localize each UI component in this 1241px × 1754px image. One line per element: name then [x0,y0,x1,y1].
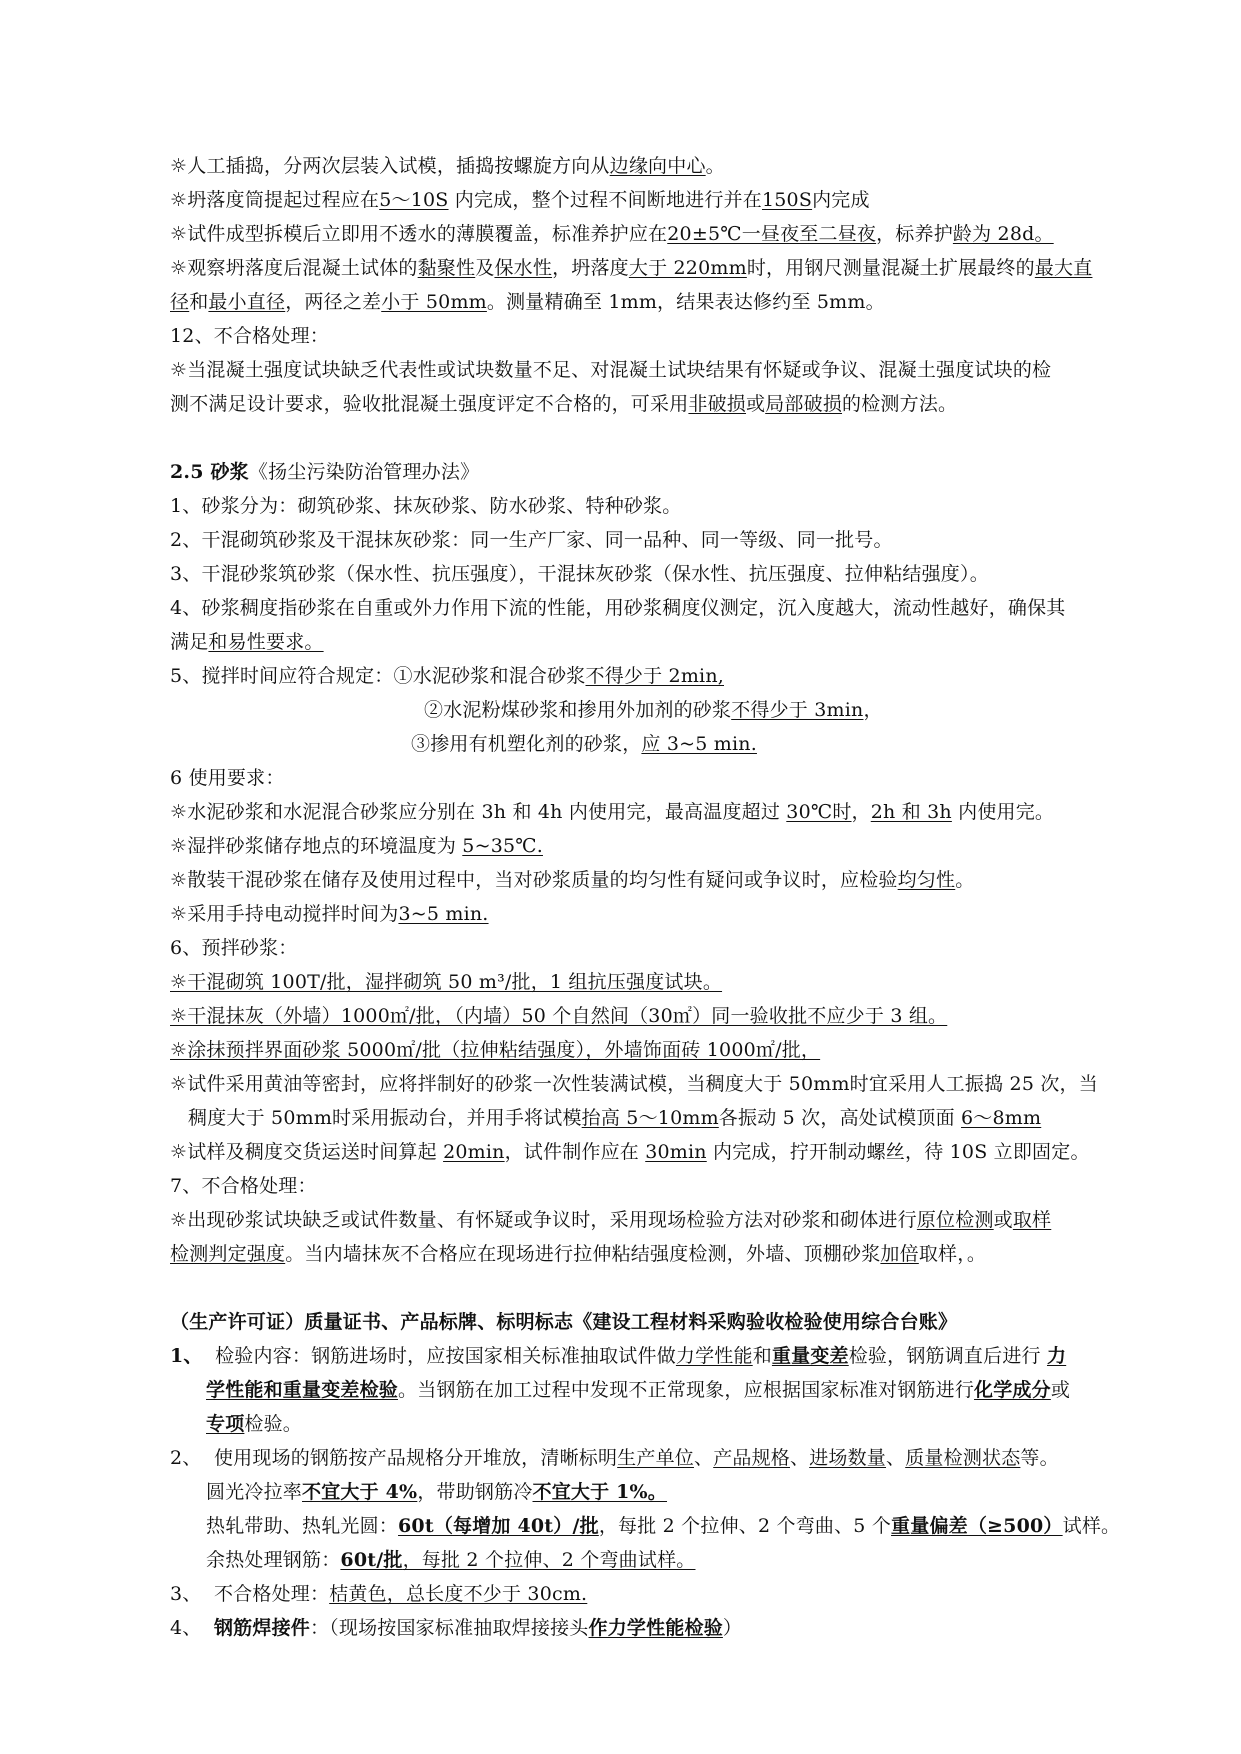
text-segment: 化学成分 [974,1379,1051,1401]
line-9 [170,460,479,484]
text-segment: ） [722,1617,743,1639]
text-segment: 力 [1046,1345,1067,1367]
text-segment: 的检测方法。 [842,393,958,415]
text-segment: 进场数量 [809,1447,887,1469]
text-segment: 3、 不合格处理： [170,1583,330,1605]
text-segment: 30℃时 [786,801,852,823]
text-segment: 2.5 砂浆 [170,461,249,483]
text-segment: 3、干混砂浆筑砂浆（保水性、抗压强度），干混抹灰砂浆（保水性、抗压强度、拉伸粘结强度）。 [170,563,989,585]
line-37 [170,1446,1059,1470]
line-4 [170,256,1092,280]
text-segment: ，每批 2 个拉伸、2 个弯曲试样。 [402,1549,696,1571]
text-segment: ☼水泥砂浆和水泥混合砂浆应分别在 3h 和 4h 内使用完，最高温度超过 [170,801,787,823]
line-14 [170,630,324,654]
text-segment: 余热处理钢筋： [206,1549,341,1571]
line-21 [170,868,974,892]
text-segment: 《扬尘污染防治管理办法》 [248,461,480,483]
text-segment: 6～8mm [961,1107,1042,1129]
text-segment: 20±5℃一昼夜至二昼夜 [667,223,877,245]
line-8 [170,392,957,416]
text-segment: （生产许可证）质量证书、产品标牌、标明标志《建设工程材料采购验收检验使用综合台账》 [170,1311,958,1333]
text-segment: 不得少于 2min, [585,665,724,687]
text-segment: ：（现场按国家标准抽取焊接接头 [309,1617,589,1639]
text-segment: 检验，钢筋调直后进行 [848,1345,1047,1367]
text-segment: ☼试样及稠度交货运送时间算起 [170,1141,444,1163]
text-segment: 产品规格 [713,1447,790,1469]
text-segment: 取样，。 [918,1243,987,1265]
text-segment: 2、干混砌筑砂浆及干混抹灰砂浆：同一生产厂家、同一品种、同一等级、同一批号。 [170,529,893,551]
line-28 [188,1106,1041,1130]
text-segment: 大于 220mm [628,257,747,279]
line-35 [206,1378,1070,1402]
text-segment: ③掺用有机塑化剂的砂浆， [411,733,642,755]
text-segment: 不宜大于 1%。 [532,1481,668,1503]
text-segment: ，坍落度 [552,257,629,279]
text-segment: ☼人工插捣，分两次层装入试模，插捣按螺旋方向从 [170,155,610,177]
text-segment: 重量偏差（≥500） [891,1515,1063,1537]
line-42 [170,1616,742,1640]
text-segment: ☼湿拌砂浆储存地点的环境温度为 [170,835,463,857]
text-segment: 、 [790,1447,810,1469]
line-12 [170,562,989,586]
line-31 [170,1208,1051,1232]
text-segment: 6、预拌砂浆： [170,937,298,959]
text-segment: 5～10S [379,189,449,211]
text-segment: 或 [993,1209,1013,1231]
text-segment: 。测量精确至 1mm，结果表达修约至 5mm。 [486,291,885,313]
text-segment: 60t（每增加 40t）/批 [398,1515,599,1537]
text-segment: 各振动 5 次，高处试模顶面 [718,1107,962,1129]
text-segment: ，标养护 [876,223,953,245]
text-segment: ☼试件成型拆模后立即用不透水的薄膜覆盖，标准养护应在 [170,223,668,245]
text-segment: 测不满足设计要求，验收批混凝土强度评定不合格的，可采用 [170,393,689,415]
text-segment: 加倍 [880,1243,919,1265]
text-segment: 内完成，整个过程不间断地进行并在 [448,189,762,211]
text-segment: 稠度大于 50mm时采用振动台，并用手将试模 [188,1107,582,1129]
text-segment: 力学性能 [675,1345,753,1367]
line-41 [170,1582,587,1606]
line-25 [170,1004,947,1028]
text-segment: 。当钢筋在加工过程中发现不正常现象，应根据国家标准对钢筋进行 [398,1379,975,1401]
text-segment: 专项 [206,1413,245,1435]
text-segment: ，试件制作应在 [504,1141,646,1163]
line-39 [206,1514,1120,1538]
line-26 [170,1038,820,1062]
text-segment: 60t/批 [340,1549,403,1571]
text-segment: 150S [761,189,813,211]
text-segment: ②水泥粉煤砂浆和掺用外加剂的砂浆 [424,699,732,721]
text-segment: 非破损 [688,393,747,415]
text-segment: 不宜大于 4% [302,1481,418,1503]
text-segment: 圆光冷拉率 [206,1481,303,1503]
text-segment: 或 [746,393,766,415]
text-segment: 和易性要求。 [208,631,324,653]
text-segment: 及 [475,257,495,279]
text-segment: 作力学性能检验 [588,1617,723,1639]
line-22 [170,902,489,926]
text-segment: 。当内墙抹灰不合格应在现场进行拉伸粘结强度检测，外墙、顶棚砂浆 [285,1243,881,1265]
line-16 [424,698,883,722]
text-segment: 均匀性 [897,869,956,891]
text-segment: 检测判定强度 [170,1243,286,1265]
text-segment: 2h 和 3h [870,801,952,823]
text-segment: ☼坍落度筒提起过程应在 [170,189,380,211]
text-segment: 4、 [170,1617,214,1639]
text-segment: 3~5 min. [398,903,489,925]
text-segment: 原位检测 [916,1209,994,1231]
text-segment: ☼出现砂浆试块缺乏或试件数量、有怀疑或争议时，采用现场检验方法对砂浆和砌体进行 [170,1209,917,1231]
line-6 [170,324,329,348]
line-23 [170,936,298,960]
text-segment: ，每批 2 个拉伸、2 个弯曲、5 个 [598,1515,892,1537]
text-segment: 保水性 [494,257,553,279]
text-segment: ☼干混砌筑 100T/批，湿拌砌筑 50 m³/批，1 组抗压强度试块。 [170,971,723,993]
line-38 [206,1480,667,1504]
text-segment: 试样。 [1062,1515,1121,1537]
line-3 [170,222,1054,246]
line-34 [170,1344,1066,1368]
text-segment: 满足 [170,631,209,653]
line-2 [170,188,870,212]
text-segment: ， [863,699,883,721]
line-10 [170,494,682,518]
text-segment: 内完成 [812,189,870,211]
text-segment: 2、 使用现场的钢筋按产品规格分开堆放，清晰标明 [170,1447,618,1469]
line-1 [170,154,725,178]
text-segment: 20min [443,1141,505,1163]
text-segment: 内完成，拧开制动螺丝，待 10S 立即固定。 [706,1141,1090,1163]
text-segment: 5、搅拌时间应符合规定：①水泥砂浆和混合砂浆 [170,665,586,687]
text-segment: 局部破损 [765,393,843,415]
text-segment: ☼当混凝土强度试块缺乏代表性或试块数量不足、对混凝土试块结果有怀疑或争议、混凝土强度试块的检 [170,359,1052,381]
text-segment: 桔黄色，总长度不少于 30cm. [329,1583,588,1605]
text-segment: 生产单位 [617,1447,694,1469]
line-29 [170,1140,1090,1164]
text-segment: 1、 [170,1345,203,1367]
text-segment: ☼试件采用黄油等密封，应将拌制好的砂浆一次性装满试模，当稠度大于 50mm时宜采用人工振捣 25 次，当 [170,1073,1098,1095]
text-segment: 重量变差 [771,1345,849,1367]
text-segment: 检验内容：钢筋进场时，应按国家相关标准抽取试件做 [202,1345,676,1367]
text-segment: 不得少于 3min [731,699,864,721]
text-segment: ☼散装干混砂浆在储存及使用过程中，当对砂浆质量的均匀性有疑问或争议时，应检验 [170,869,898,891]
text-segment: 12、不合格处理： [170,325,329,347]
line-30 [170,1174,317,1198]
line-40 [206,1548,695,1572]
line-18 [170,766,285,790]
text-segment: 小于 50mm [381,291,487,313]
line-20 [170,834,543,858]
text-segment: 内使用完。 [951,801,1055,823]
text-segment: 30min [645,1141,707,1163]
text-segment: ☼干混抹灰（外墙）1000㎡/批，（内墙）50 个自然间（30㎡）同一验收批不应少于 3 组。 [170,1005,948,1027]
text-segment: 径 [170,291,190,313]
text-segment: 抬高 5～10mm [581,1107,719,1129]
text-segment: ，两径之差 [285,291,382,313]
line-13 [170,596,1066,620]
text-segment: 。 [955,869,975,891]
text-segment: 学性能和重量变差检验 [206,1379,399,1401]
line-15 [170,664,724,688]
text-segment: 和 [189,291,209,313]
text-segment: 最小直径 [208,291,286,313]
text-segment: 边缘向中心 [609,155,706,177]
text-segment: 6 使用要求： [170,767,285,789]
text-segment: ☼观察坍落度后混凝土试体的 [170,257,418,279]
line-33 [170,1310,957,1334]
line-24 [170,970,722,994]
text-segment: 或 [1050,1379,1071,1401]
text-segment: 4、砂浆稠度指砂浆在自重或外力作用下流的性能，用砂浆稠度仪测定，沉入度越大，流动性越好，确保其 [170,597,1066,619]
line-32 [170,1242,986,1266]
text-segment: 时，用钢尺测量混凝土扩展最终的 [746,257,1035,279]
text-segment: 龄为 28d。 [952,223,1054,245]
text-segment: 检验。 [244,1413,303,1435]
text-segment: 、 [693,1447,714,1469]
text-segment: 5~35℃. [462,835,543,857]
text-segment: 7、不合格处理： [170,1175,317,1197]
text-segment: 质量检测状态 [905,1447,1021,1469]
text-segment: 钢筋焊接件 [213,1617,310,1639]
text-segment: 应 3~5 min. [641,733,757,755]
text-segment: 热轧带助、热轧光圆： [206,1515,399,1537]
text-segment: 黏聚性 [417,257,476,279]
text-segment: 等。 [1020,1447,1059,1469]
text-segment: 和 [752,1345,772,1367]
line-19 [170,800,1054,824]
text-segment: ☼采用手持电动搅拌时间为 [170,903,399,925]
line-36 [206,1412,302,1436]
text-segment: 1、砂浆分为：砌筑砂浆、抹灰砂浆、防水砂浆、特种砂浆。 [170,495,682,517]
text-segment: 最大直 [1034,257,1093,279]
text-segment: ☼涂抹预拌界面砂浆 5000㎡/批（拉伸粘结强度），外墙饰面砖 1000㎡/批， [170,1039,821,1061]
line-11 [170,528,893,552]
text-segment: 、 [886,1447,906,1469]
line-17 [411,732,757,756]
line-5 [170,290,885,314]
text-segment: ，带助钢筋冷 [417,1481,533,1503]
text-segment: ， [851,801,871,823]
line-7 [170,358,1051,382]
text-segment: 取样 [1012,1209,1052,1231]
text-segment: 。 [705,155,725,177]
line-27 [170,1072,1098,1096]
